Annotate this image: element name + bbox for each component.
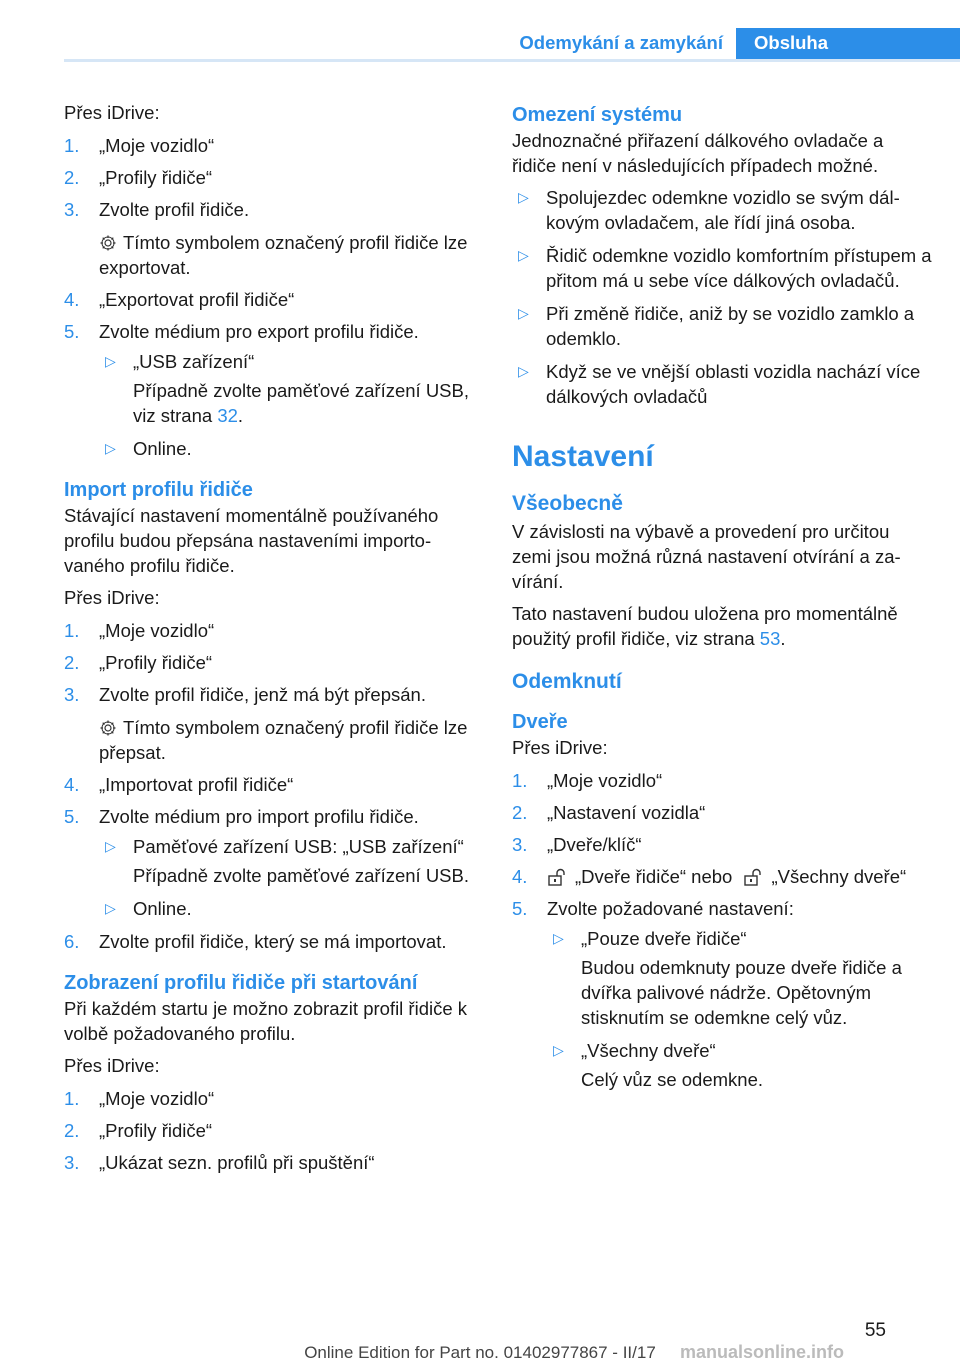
triangle-right-icon: ▷ <box>518 189 529 205</box>
list-item: 2. „Profily řidiče“ <box>64 652 213 673</box>
triangle-right-icon: ▷ <box>105 440 116 456</box>
list-item: 4. „Dveře řidiče“ nebo „Všechny dveře“ <box>512 866 907 887</box>
export-options <box>99 349 484 461</box>
list-item: ▷ „Pouze dveře řidiče“ Budou odemknuty pouze dveře řidiče a dvířka palivové nádrže. Opětovným stisknutím se odemkne celý vůz. <box>553 928 902 1028</box>
doors-options <box>547 926 932 1092</box>
import-note: Tímto symbolem označený profil řidiče lze přepsat. <box>99 717 468 763</box>
list-item: 1. „Moje vozidlo“ <box>512 770 663 791</box>
triangle-right-icon: ▷ <box>553 930 564 946</box>
page-number: 55 <box>864 1320 886 1341</box>
unlock-icon <box>547 868 569 886</box>
list-item: 2. „Nastavení vozidla“ <box>512 802 706 823</box>
triangle-right-icon: ▷ <box>105 353 116 369</box>
header-section-title: Odemykání a zamykání <box>519 32 723 53</box>
unlock-heading: Odemknutí <box>512 670 622 693</box>
doors-heading: Dveře <box>512 711 568 733</box>
triangle-right-icon: ▷ <box>518 247 529 263</box>
list-item: ▷ Řidič odemkne vozidlo komfortním přístupem a přitom má u sebe více dálkových ovladačů. <box>518 245 932 291</box>
export-intro: Přes iDrive: <box>64 102 160 123</box>
limits-heading: Omezení systému <box>512 104 683 126</box>
startup-heading: Zobrazení profilu řidiče při startování <box>64 972 418 994</box>
list-item: ▷ Online. <box>105 898 192 919</box>
list-item: ▷ Při změně řidiče, aniž by se vozidlo zamklo a odemklo. <box>518 303 915 349</box>
import-steps <box>64 618 484 954</box>
list-item: 5. Zvolte médium pro export profilu řidiče. ▷ „USB zařízení“ Případně zvolte paměťové zařízení USB, viz strana 32. ▷ Online. <box>64 319 484 461</box>
settings-heading: Nastavení <box>512 440 654 473</box>
list-item: 3. Zvolte profil řidiče. Tímto symbolem označený profil řidiče lze exportovat. <box>64 197 484 280</box>
gear-icon <box>99 719 117 737</box>
header-chapter-tab: Obsluha <box>736 28 960 62</box>
triangle-right-icon: ▷ <box>518 363 529 379</box>
list-item: ▷ Když se ve vnější oblasti vozidla nachází více dálkových ovladačů <box>518 361 921 407</box>
export-note: Tímto symbolem označený profil řidiče lze exportovat. <box>99 232 468 278</box>
import-text: Stávající nastavení momentálně používaného profilu budou přepsána nastaveními importovaného profilu řidiče. <box>64 505 439 576</box>
list-item: 4. „Importovat profil řidiče“ <box>64 774 294 795</box>
limits-list <box>512 185 932 409</box>
page-link[interactable]: 53 <box>759 628 781 649</box>
triangle-right-icon: ▷ <box>105 838 116 854</box>
list-item: ▷ Online. <box>105 438 192 459</box>
import-options <box>99 834 484 921</box>
watermark: manualsonline.info <box>680 1342 845 1362</box>
right-column <box>512 100 932 1100</box>
list-item: ▷ Spolujezdec odemkne vozidlo se svým dálkovým ovladačem, ale řídí jiná osoba. <box>518 187 900 233</box>
startup-intro: Přes iDrive: <box>64 1055 160 1076</box>
export-steps <box>64 133 484 461</box>
list-item: 4. „Exportovat profil řidiče“ <box>64 289 295 310</box>
list-item: 3. Zvolte profil řidiče, jenž má být přepsán. Tímto symbolem označený profil řidiče lze přepsat. <box>64 682 484 765</box>
gear-icon <box>99 234 117 252</box>
list-item: ▷ „USB zařízení“ Případně zvolte paměťové zařízení USB, viz strana 32. <box>105 351 469 426</box>
footer-edition: Online Edition for Part no. 01402977867 - II/17 <box>304 1343 656 1362</box>
list-item: 1. „Moje vozidlo“ <box>64 1088 215 1109</box>
header-rule <box>64 59 960 62</box>
list-item: 6. Zvolte profil řidiče, který se má importovat. <box>64 931 447 952</box>
doors-intro: Přes iDrive: <box>512 737 608 758</box>
triangle-right-icon: ▷ <box>553 1042 564 1058</box>
import-heading: Import profilu řidiče <box>64 479 253 501</box>
import-intro: Přes iDrive: <box>64 587 160 608</box>
general-text-2: Tato nastavení budou uložena pro momentálně použitý profil řidiče, viz strana 53. <box>512 603 898 649</box>
list-item: 3. „Ukázat sezn. profilů při spuštění“ <box>64 1152 375 1173</box>
unlock-icon <box>743 868 765 886</box>
list-item: 1. „Moje vozidlo“ <box>64 620 215 641</box>
list-item: 2. „Profily řidiče“ <box>64 167 213 188</box>
list-item: 3. „Dveře/klíč“ <box>512 834 642 855</box>
list-item: 5. Zvolte médium pro import profilu řidiče. ▷ Paměťové zařízení USB: „USB zařízení“ Případně zvolte paměťové zařízení USB. ▷ Online. <box>64 804 484 921</box>
doors-steps <box>512 768 932 1092</box>
list-item: 5. Zvolte požadované nastavení: ▷ „Pouze dveře řidiče“ Budou odemknuty pouze dveře řidiče a dvířka palivové nádrže. Opětovným stisknutím se odemkne celý vůz. ▷ „Všechny dveře“ Celý vůz se odemkne. <box>512 896 932 1092</box>
general-text: V závislosti na výbavě a provedení pro určitou zemi jsou možná různá nastavení otvírání a zavírání. <box>512 521 901 592</box>
startup-text: Při každém startu je možno zobrazit profil řidiče k volbě požadovaného profilu. <box>64 998 468 1044</box>
limits-text: Jednoznačné přiřazení dálkového ovladače a řidiče není v následujících případech možné. <box>512 130 884 176</box>
page-link[interactable]: 32 <box>217 405 238 426</box>
list-item: ▷ Paměťové zařízení USB: „USB zařízení“ Případně zvolte paměťové zařízení USB. <box>105 836 469 886</box>
triangle-right-icon: ▷ <box>105 900 116 916</box>
list-item: ▷ „Všechny dveře“ Celý vůz se odemkne. <box>553 1040 764 1090</box>
triangle-right-icon: ▷ <box>518 305 529 321</box>
startup-steps <box>64 1086 484 1175</box>
list-item: 2. „Profily řidiče“ <box>64 1120 213 1141</box>
list-item: 1. „Moje vozidlo“ <box>64 135 215 156</box>
general-heading: Všeobecně <box>512 492 623 515</box>
left-column <box>64 100 484 1182</box>
